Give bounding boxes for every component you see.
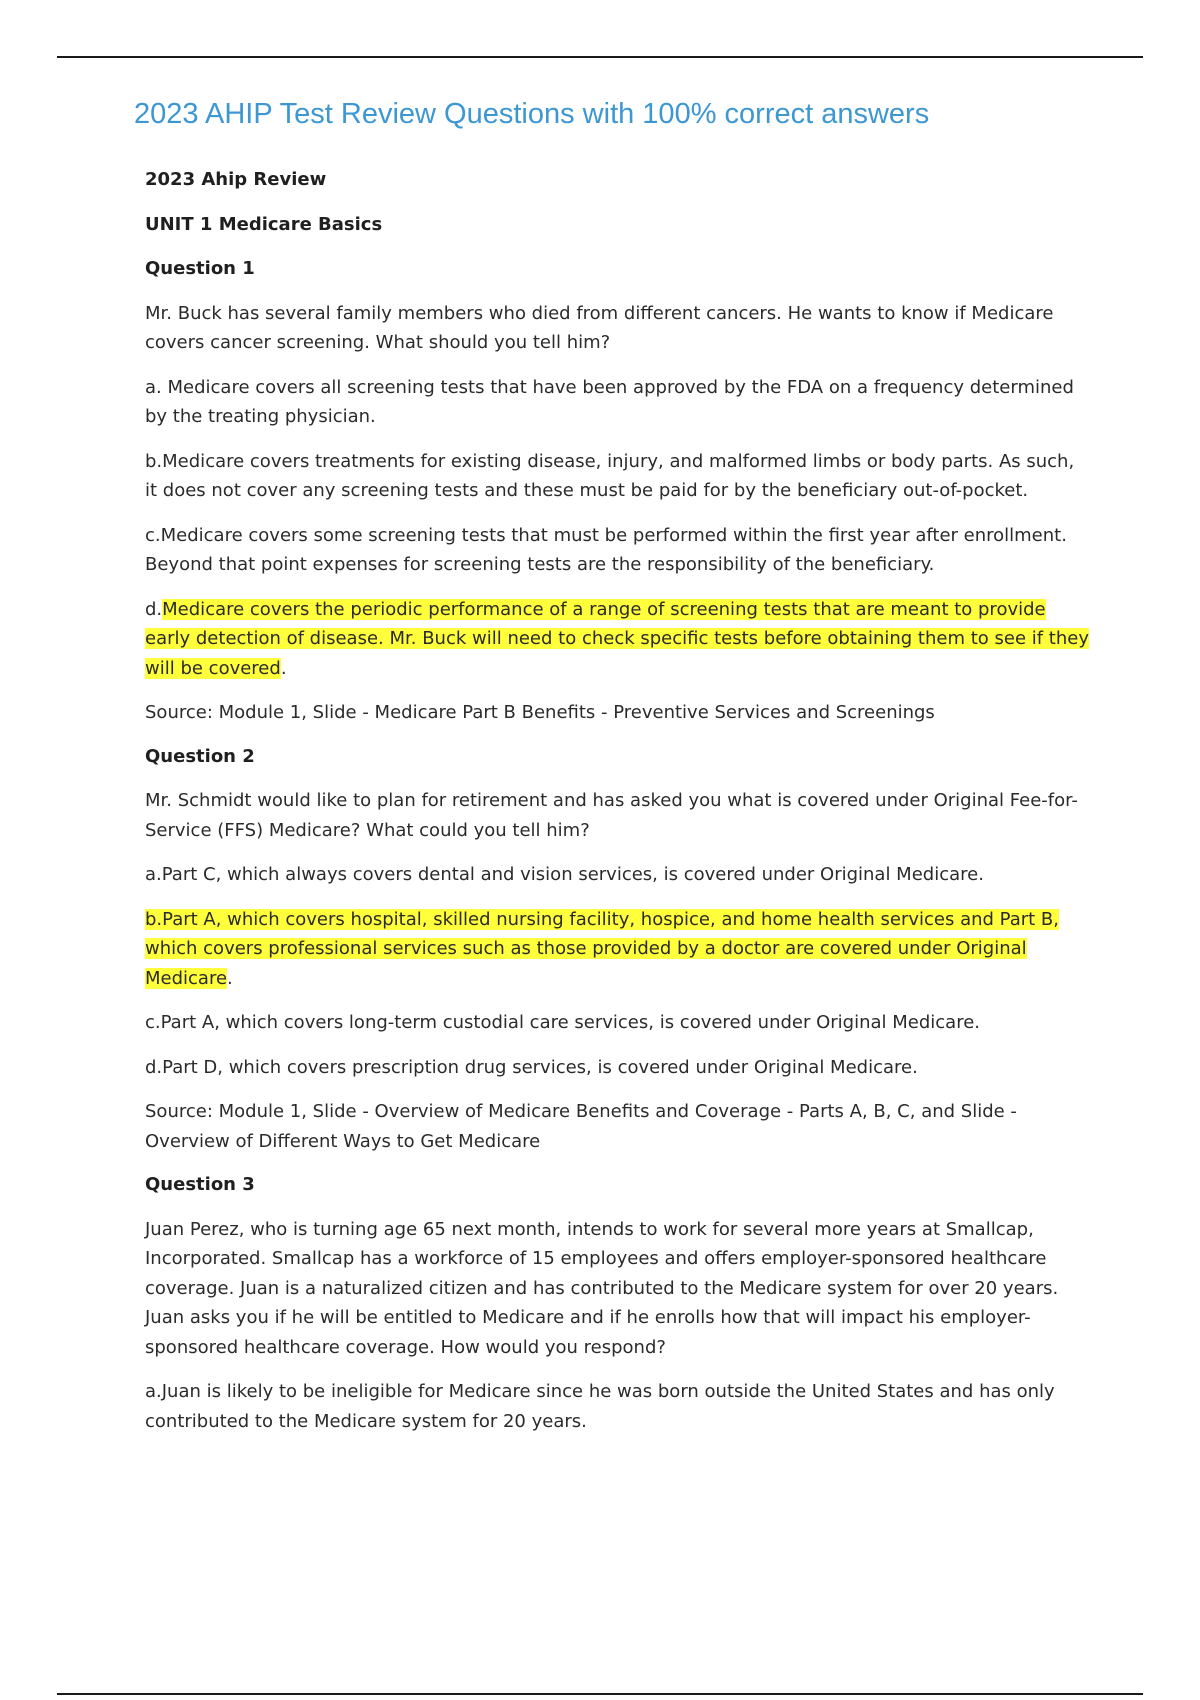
option-text: a.Part C, which always covers dental and vision services, is covered under Original Medicare. xyxy=(145,864,984,885)
unit-heading: UNIT 1 Medicare Basics xyxy=(145,213,383,235)
highlighted-correct-answer: b.Part A, which covers hospital, skilled nursing facility, hospice, and home health services and Part B, which covers professional services such as those provided by a doctor are covered under Original Medicare xyxy=(145,908,1059,989)
question-1-option-d xyxy=(145,595,1090,684)
question-1-option-a xyxy=(145,373,1090,432)
question-2-text: Mr. Schmidt would like to plan for retirement and has asked you what is covered under Original Fee-for-Service (FFS) Medicare? What could you tell him? xyxy=(145,790,1078,841)
document-title: 2023 AHIP Test Review Questions with 100% correct answers xyxy=(134,98,930,130)
question-1-option-c xyxy=(145,521,1090,580)
question-2-heading: Question 2 xyxy=(145,745,255,767)
option-prefix: b. xyxy=(145,450,163,472)
option-prefix: d. xyxy=(145,598,163,620)
question-1-option-b xyxy=(145,447,1090,506)
document-body xyxy=(145,165,1090,1451)
highlighted-correct-answer: Medicare covers the periodic performance of a range of screening tests that are meant to provide early detection of disease. Mr. Buck will need to check specific tests before obtaining them to see if they will be covered xyxy=(145,598,1089,679)
option-text: a.Juan is likely to be ineligible for Medicare since he was born outside the United States and has only contributed to the Medicare system for 20 years. xyxy=(145,1381,1055,1432)
option-text: Medicare covers treatments for existing disease, injury, and malformed limbs or body parts. As such, it does not cover any screening tests and these must be paid for by the beneficiary out-of-pocket. xyxy=(145,450,1075,501)
question-2-option-c xyxy=(145,1008,1090,1038)
option-suffix: . xyxy=(280,657,287,679)
question-2-option-b xyxy=(145,905,1090,994)
option-text: Medicare covers all screening tests that have been approved by the FDA on a frequency determined by the treating physician. xyxy=(145,376,1074,427)
option-prefix: a. xyxy=(145,376,168,398)
question-2-option-a xyxy=(145,860,1090,890)
question-1-text: Mr. Buck has several family members who died from different cancers. He wants to know if Medicare covers cancer screening. What should you tell him? xyxy=(145,302,1054,353)
footer-rule xyxy=(57,1693,1143,1695)
option-prefix: c. xyxy=(145,524,161,546)
option-text: d.Part D, which covers prescription drug services, is covered under Original Medicare. xyxy=(145,1056,918,1078)
question-1-heading: Question 1 xyxy=(145,258,255,279)
question-1-source: Source: Module 1, Slide - Medicare Part B Benefits - Preventive Services and Screenings xyxy=(145,702,935,723)
question-3-text: Juan Perez, who is turning age 65 next month, intends to work for several more years at Smallcap, Incorporated. Smallcap has a workforce of 15 employees and offers employer-sponsored healthcare coverage. Juan is a naturalized citizen and has contributed to the Medicare system for over 20 years. Juan asks you if he will be entitled to Medicare and if he enrolls how that will impact his employer-sponsored healthcare coverage. How would you respond? xyxy=(145,1218,1059,1358)
document-subtitle: 2023 Ahip Review xyxy=(145,169,327,190)
option-suffix: . xyxy=(227,967,233,989)
header-rule xyxy=(57,56,1143,58)
option-text: Medicare covers some screening tests that must be performed within the first year after enrollment. Beyond that point expenses for screening tests are the responsibility of the beneficiary. xyxy=(145,524,1067,575)
option-text: c.Part A, which covers long-term custodial care services, is covered under Original Medicare. xyxy=(145,1012,981,1033)
question-2-source: Source: Module 1, Slide - Overview of Medicare Benefits and Coverage - Parts A, B, C, and Slide - Overview of Different Ways to Get Medicare xyxy=(145,1101,1017,1152)
question-3-option-a xyxy=(145,1377,1090,1436)
question-3-heading: Question 3 xyxy=(145,1174,255,1195)
question-2-option-d xyxy=(145,1053,1090,1083)
